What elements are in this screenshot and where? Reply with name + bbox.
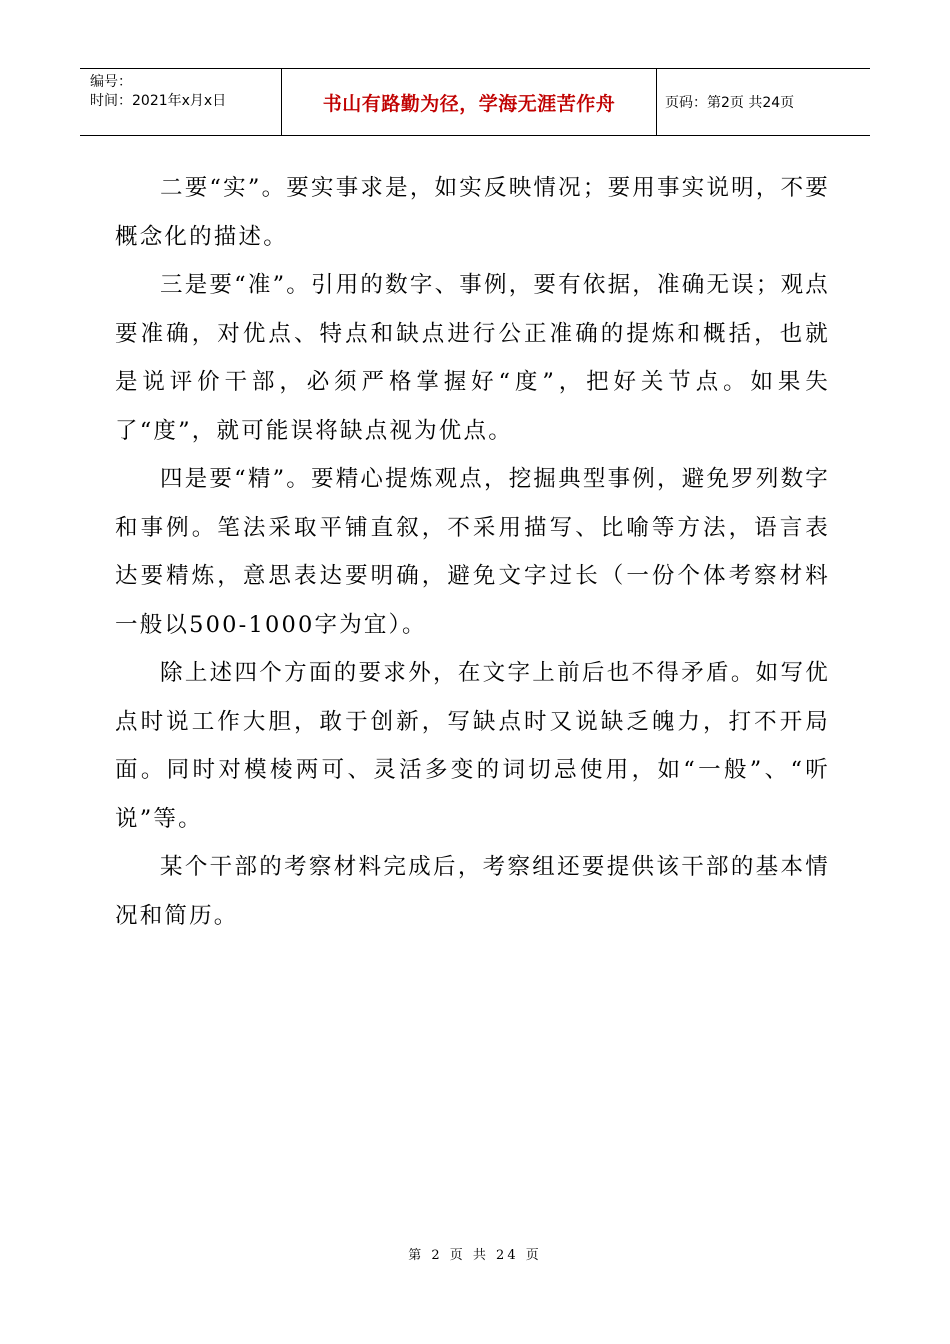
header-motto: 书山有路勤为径，学海无涯苦作舟 (282, 69, 657, 135)
paragraph-shi: 二要“实”。要实事求是，如实反映情况；要用事实说明，不要概念化的描述。 (115, 175, 830, 250)
header-page-info: 页码：第2页 共24页 (665, 95, 795, 111)
header-meta (80, 69, 282, 135)
document-number: 编号： (90, 74, 132, 90)
paragraph-jing: 四是要“精”。要精心提炼观点，挖掘典型事例，避免罗列数字和事例。笔法采取平铺直叙，不采用描写、比喻等方法，语言表达要精炼，意思表达要明确，避免文字过长（一份个体考察材料一般以500-1000字为宜）。 (115, 466, 830, 638)
paragraph-conclusion: 某个干部的考察材料完成后，考察组还要提供该干部的基本情况和简历。 (115, 854, 830, 929)
page-header (80, 68, 870, 136)
paragraph-zhun: 三是要“准”。引用的数字、事例，要有依据，准确无误；观点要准确，对优点、特点和缺点进行公正准确的提炼和概括，也就是说评价干部，必须严格掌握好“度”，把好关节点。如果失了“度”，就可能误将缺点视为优点。 (115, 272, 830, 444)
document-body (115, 164, 830, 940)
paragraph-consistency: 除上述四个方面的要求外，在文字上前后也不得矛盾。如写优点时说工作大胆，敢于创新，写缺点时又说缺乏魄力，打不开局面。同时对模棱两可、灵活多变的词切忌使用，如“一般”、“听说”等。 (115, 660, 830, 832)
page-footer: 第 2 页 共 24 页 (408, 1248, 542, 1263)
document-date: 时间：2021年x月x日 (90, 93, 227, 109)
